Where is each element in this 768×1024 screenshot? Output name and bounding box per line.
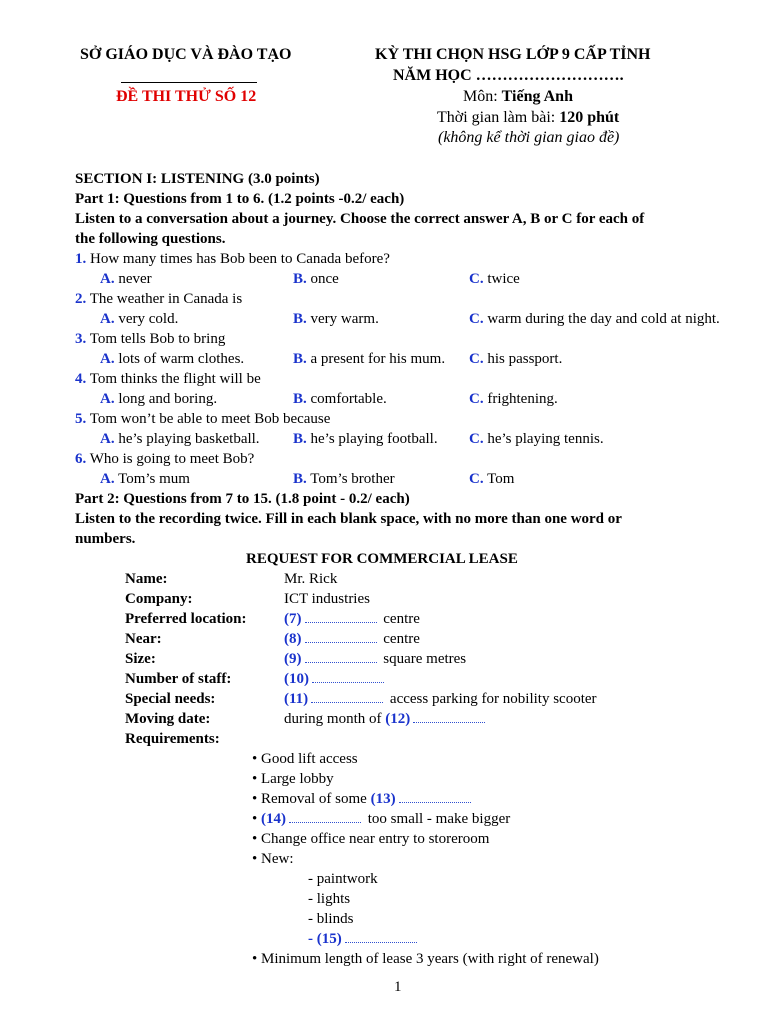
option-letter: C. [469,271,484,287]
option-letter: B. [293,471,307,487]
option-text: he’s playing tennis. [483,431,604,447]
option-b [293,430,438,448]
question-4 [75,370,261,388]
location-value [284,610,420,628]
requirement-text: too small - make bigger [364,811,511,827]
option-text: frightening. [483,391,558,407]
question-2 [75,290,242,308]
blank-number: (11) [284,691,309,707]
option-text: Tom’s mum [114,471,190,487]
school-year: NĂM HỌC ………………………. [393,67,624,84]
question-text: Tom won’t be able to meet Bob because [86,411,331,427]
option-a [100,310,178,328]
blank-number: (8) [284,631,302,647]
option-text: lots of warm clothes. [114,351,245,367]
option-c [469,390,558,408]
blank-number: (7) [284,611,302,627]
question-number: 2. [75,291,87,307]
new-item: - blinds [308,911,354,927]
question-3 [75,330,225,348]
time-note: (không kể thời gian giao đề) [438,129,620,146]
staff-value [284,670,387,688]
form-title: REQUEST FOR COMMERCIAL LEASE [246,551,518,567]
blank-number: (12) [385,711,411,727]
option-text: very warm. [306,311,379,327]
question-6 [75,450,254,468]
option-b [293,270,339,288]
requirement-item: • New: [252,851,294,867]
answer-blank[interactable] [345,930,417,943]
company-value: ICT industries [284,591,370,607]
option-text: a present for his mum. [306,351,446,367]
question-text: Tom tells Bob to bring [86,331,226,347]
option-letter: A. [100,431,115,447]
blank-number: (10) [284,671,309,687]
time-prefix: Thời gian làm bài: [437,109,560,126]
option-letter: A. [100,271,115,287]
option-letter: A. [100,471,115,487]
option-letter: B. [293,311,307,327]
answer-blank[interactable] [312,670,384,683]
answer-blank[interactable] [305,610,377,623]
option-a [100,270,152,288]
option-text: Tom’s brother [306,471,395,487]
blank-suffix: centre [379,631,420,647]
question-5 [75,410,330,428]
option-c [469,270,520,288]
option-text: his passport. [483,351,563,367]
option-letter: C. [469,391,484,407]
option-letter: B. [293,431,307,447]
blank-suffix: square metres [379,651,467,667]
option-a [100,470,190,488]
option-letter: B. [293,271,307,287]
question-number: 1. [75,251,87,267]
near-value [284,630,420,648]
location-label: Preferred location: [125,611,247,627]
option-text: he’s playing basketball. [114,431,260,447]
requirement-item [252,790,474,808]
new-item [308,930,420,948]
option-text: twice [483,271,520,287]
option-text: warm during the day and cold at night. [483,311,720,327]
option-letter: A. [100,351,115,367]
question-number: 3. [75,331,87,347]
company-label: Company: [125,591,193,607]
option-a [100,430,260,448]
blank-suffix: centre [379,611,420,627]
section-title: SECTION I: LISTENING (3.0 points) [75,171,320,187]
requirement-item: • Good lift access [252,751,358,767]
option-text: comfortable. [306,391,387,407]
option-letter: C. [469,431,484,447]
subject-prefix: Môn: [463,88,502,105]
question-number: 4. [75,371,87,387]
question-text: Who is going to meet Bob? [86,451,255,467]
part1-instruction-line1: Listen to a conversation about a journey. Choose the correct answer A, B or C for each of [75,211,645,227]
near-label: Near: [125,631,162,647]
requirement-item: • Large lobby [252,771,334,787]
option-letter: B. [293,351,307,367]
option-letter: C. [469,471,484,487]
question-1 [75,250,390,268]
name-label: Name: [125,571,168,587]
option-b [293,390,387,408]
answer-blank[interactable] [305,650,377,663]
requirement-text: • Removal of some [252,791,371,807]
question-text: The weather in Canada is [86,291,243,307]
header-divider [121,82,257,83]
blank-number: (9) [284,651,302,667]
option-c [469,350,562,368]
option-text: Tom [483,471,515,487]
time-value: 120 phút [559,109,620,126]
blank-number: (13) [370,791,396,807]
answer-blank[interactable] [311,690,383,703]
option-text: very cold. [114,311,179,327]
exam-label: ĐỀ THI THỬ SỐ 12 [116,88,257,105]
option-c [469,430,604,448]
option-b [293,310,379,328]
subject-line [463,88,573,106]
option-c [469,310,720,328]
moving-value [284,710,488,728]
requirement-item: • Change office near entry to storeroom [252,831,490,847]
new-item: - lights [308,891,351,907]
size-label: Size: [125,651,156,667]
part1-title: Part 1: Questions from 1 to 6. (1.2 points -0.2/ each) [75,191,405,207]
option-letter: C. [469,311,484,327]
requirement-item: • Minimum length of lease 3 years (with right of renewal) [252,951,599,967]
blank-number: (15) [316,931,342,947]
part2-title: Part 2: Questions from 7 to 15. (1.8 point - 0.2/ each) [75,491,410,507]
answer-blank[interactable] [289,810,361,823]
size-value [284,650,466,668]
needs-label: Special needs: [125,691,216,707]
answer-blank[interactable] [399,790,471,803]
department-name: SỞ GIÁO DỤC VÀ ĐÀO TẠO [80,46,292,63]
option-text: he’s playing football. [306,431,438,447]
question-text: Tom thinks the flight will be [86,371,261,387]
part2-instruction-line2: numbers. [75,531,136,547]
option-b [293,470,395,488]
option-letter: A. [100,391,115,407]
option-text: never [114,271,152,287]
answer-blank[interactable] [305,630,377,643]
question-number: 6. [75,451,87,467]
requirements-label: Requirements: [125,731,220,747]
new-item: - paintwork [308,871,378,887]
moving-label: Moving date: [125,711,211,727]
blank-prefix: during month of [284,711,386,727]
subject: Tiếng Anh [501,88,573,105]
page-number: 1 [394,979,402,995]
name-value: Mr. Rick [284,571,338,587]
time-line [437,109,619,127]
option-text: once [306,271,339,287]
staff-label: Number of staff: [125,671,232,687]
part2-instruction-line1: Listen to the recording twice. Fill in each blank space, with no more than one word or [75,511,622,527]
option-a [100,390,217,408]
needs-value [284,690,597,708]
option-a [100,350,244,368]
bullet: • [252,811,262,827]
blank-number: (14) [261,811,287,827]
option-c [469,470,514,488]
part1-instruction-line2: the following questions. [75,231,226,247]
question-number: 5. [75,411,87,427]
option-letter: A. [100,311,115,327]
requirement-item [252,810,510,828]
option-letter: B. [293,391,307,407]
option-text: long and boring. [114,391,218,407]
blank-suffix: access parking for nobility scooter [386,691,597,707]
answer-blank[interactable] [413,710,485,723]
exam-title: KỲ THI CHỌN HSG LỚP 9 CẤP TỈNH [375,46,651,63]
option-letter: C. [469,351,484,367]
option-b [293,350,445,368]
question-text: How many times has Bob been to Canada before? [86,251,390,267]
dash: - [308,931,317,947]
